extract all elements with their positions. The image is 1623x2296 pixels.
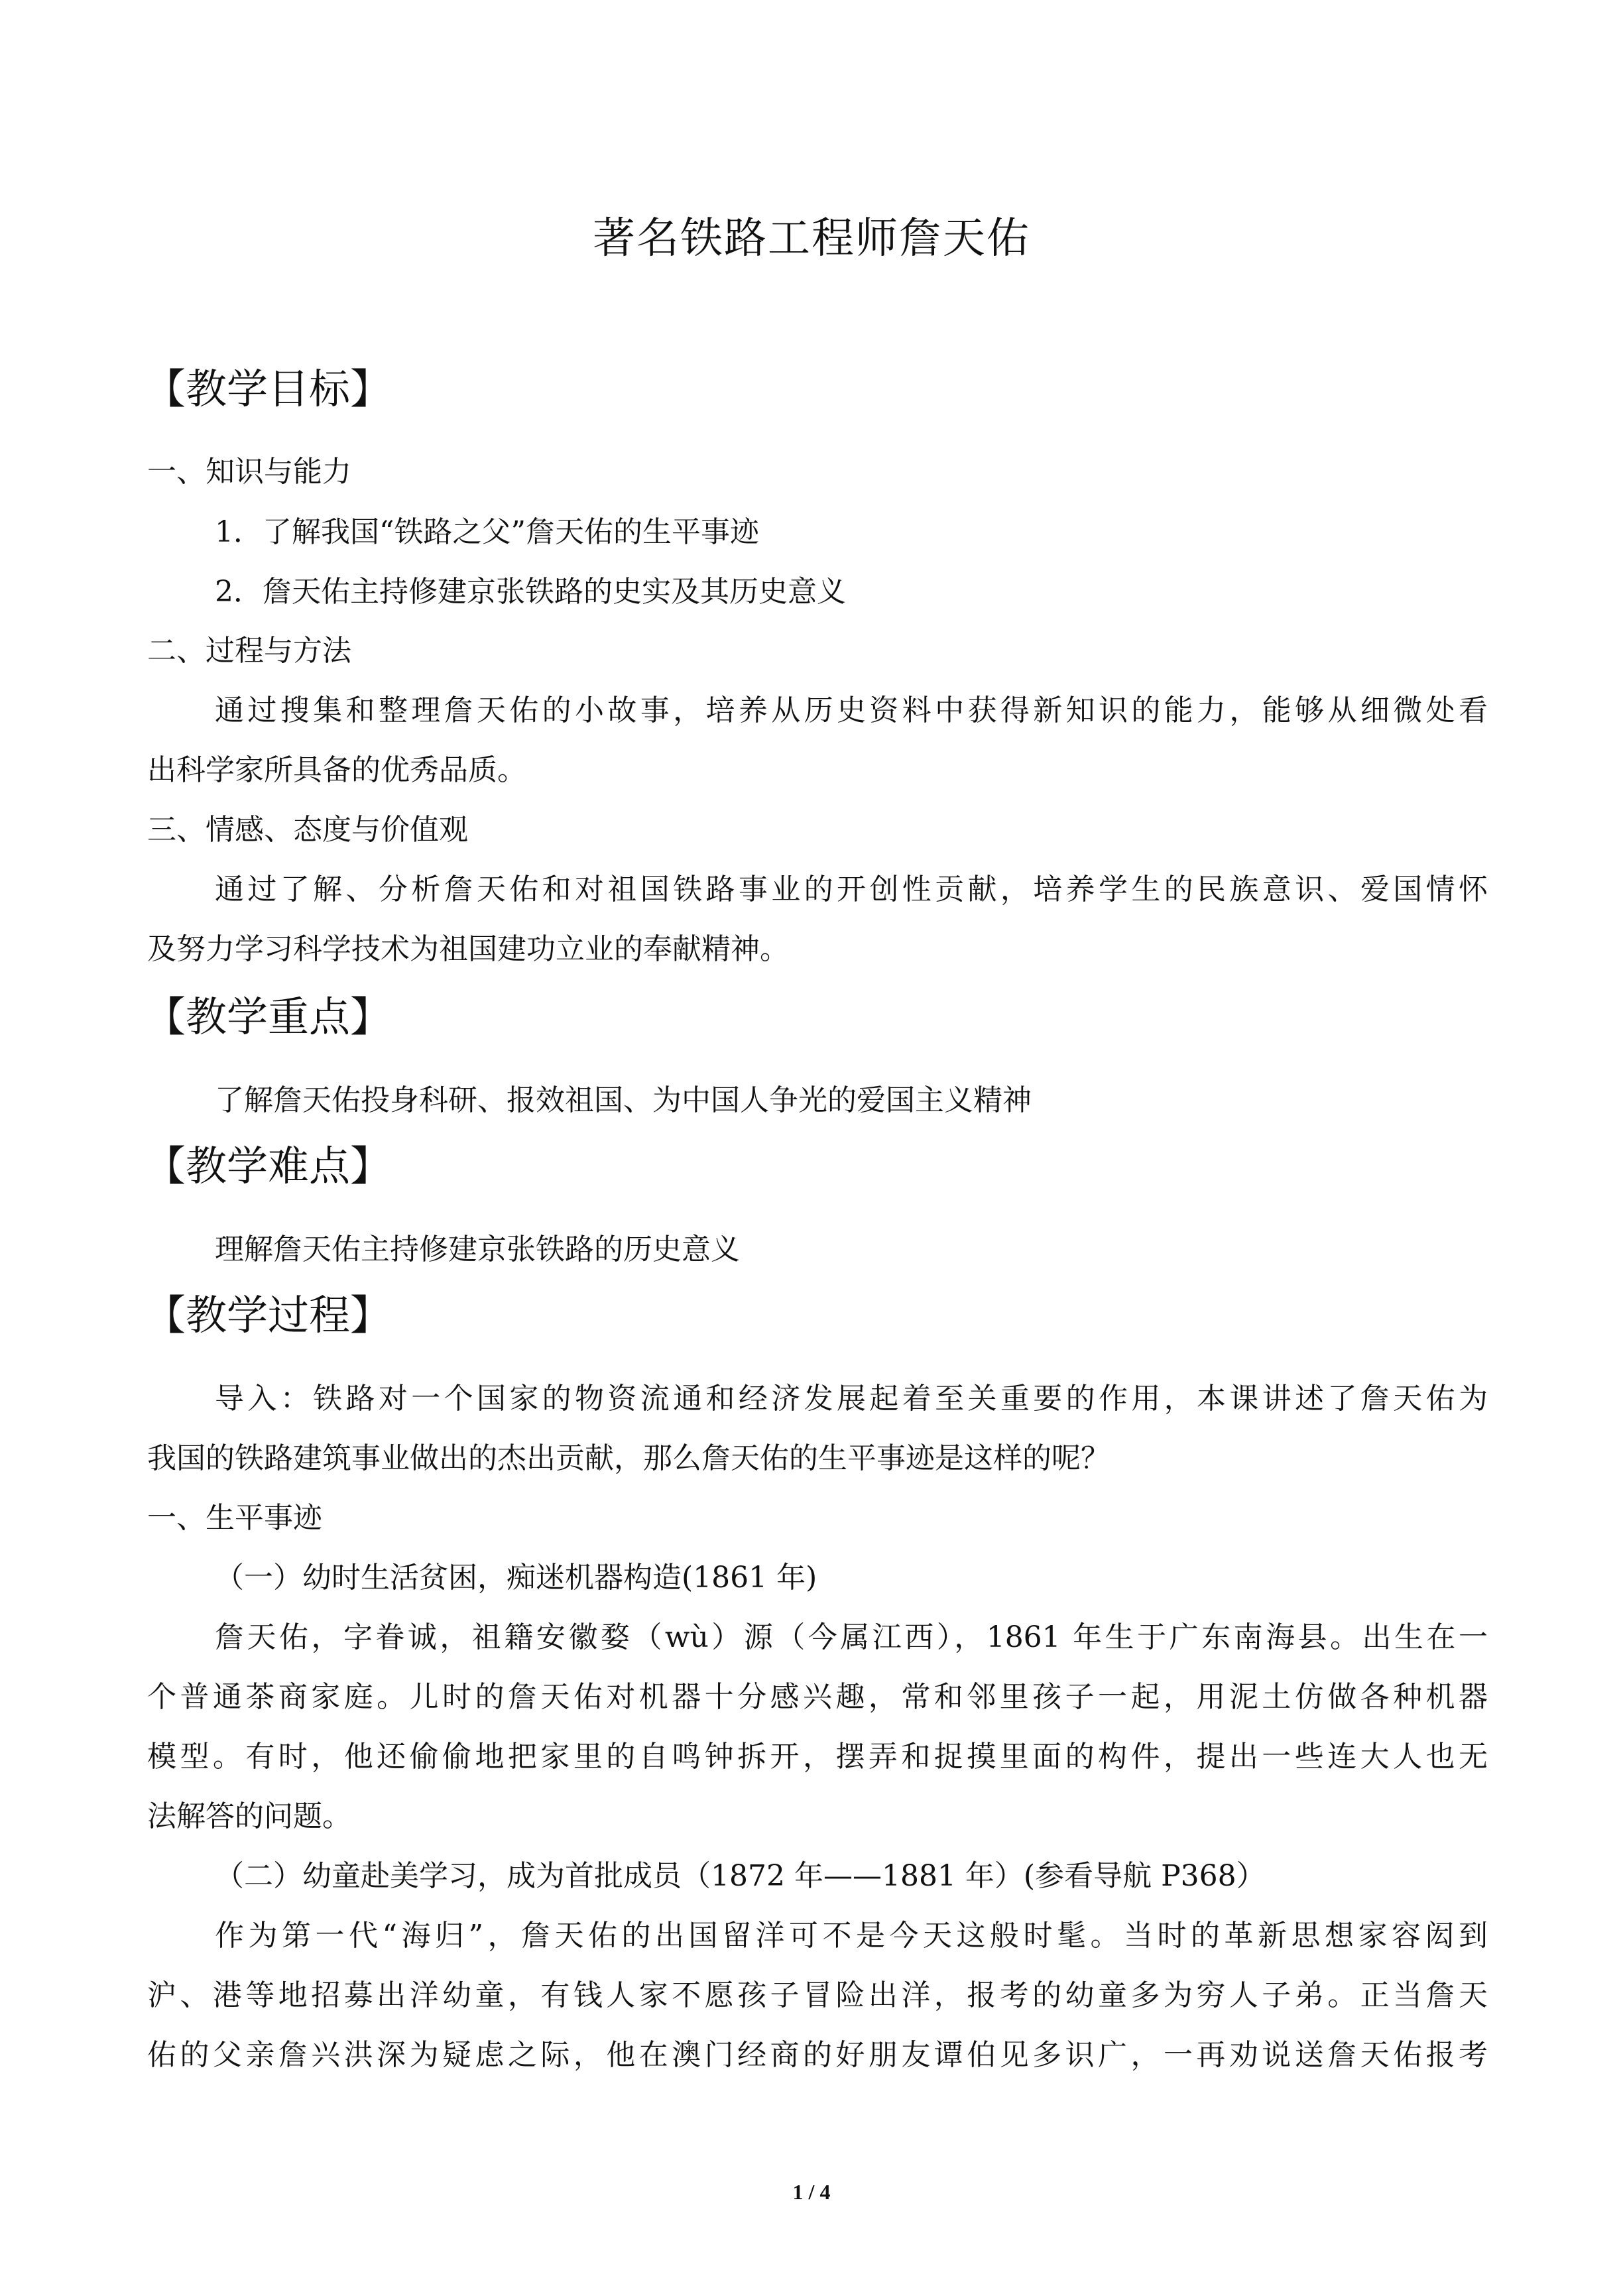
process-method-line-2: 出科学家所具备的优秀品质。 [147, 753, 526, 787]
difficulties-heading: 【教学难点】 [145, 1142, 392, 1190]
part1-heading: （一）幼时生活贫困，痴迷机器构造(1861 年) [215, 1561, 817, 1595]
life-events-heading: 一、生平事迹 [147, 1501, 322, 1535]
part2-line-2: 沪、港等地招募出洋幼童，有钱人家不愿孩子冒险出洋，报考的幼童多为穷人子弟。正当詹天 [147, 1978, 1488, 2012]
part1-line-4: 法解答的问题。 [147, 1799, 351, 1833]
knowledge-item-2: 2．詹天佑主持修建京张铁路的史实及其历史意义 [215, 575, 846, 609]
teaching-process-heading: 【教学过程】 [145, 1291, 392, 1339]
knowledge-ability-heading: 一、知识与能力 [147, 455, 351, 489]
process-method-heading: 二、过程与方法 [147, 634, 351, 668]
document-title: 著名铁路工程师詹天佑 [593, 214, 1030, 263]
key-points-text: 了解詹天佑投身科研、报效祖国、为中国人争光的爱国主义精神 [215, 1083, 1032, 1117]
intro-line-2: 我国的铁路建筑事业做出的杰出贡献，那么詹天佑的生平事迹是这样的呢？ [147, 1441, 1110, 1475]
emotion-values-heading: 三、情感、态度与价值观 [147, 813, 468, 847]
part1-line-3: 模型。有时，他还偷偷地把家里的自鸣钟拆开，摆弄和捉摸里面的构件，提出一些连大人也无 [147, 1740, 1488, 1774]
part2-line-1: 作为第一代“海归”，詹天佑的出国留洋可不是今天这般时髦。当时的革新思想家容闳到 [215, 1919, 1488, 1953]
emotion-values-line-2: 及努力学习科学技术为祖国建功立业的奉献精神。 [147, 932, 789, 966]
key-points-heading: 【教学重点】 [145, 993, 392, 1041]
part1-line-2: 个普通茶商家庭。儿时的詹天佑对机器十分感兴趣，常和邻里孩子一起，用泥土仿做各种机器 [147, 1680, 1488, 1714]
knowledge-item-1: 1．了解我国“铁路之父”詹天佑的生平事迹 [215, 515, 759, 549]
difficulties-text: 理解詹天佑主持修建京张铁路的历史意义 [215, 1233, 740, 1266]
part1-line-1: 詹天佑，字眷诚，祖籍安徽婺（wù）源（今属江西），1861 年生于广东南海县。出生在一 [215, 1620, 1488, 1654]
part2-heading: （二）幼童赴美学习，成为首批成员（1872 年——1881 年）(参看导航 P368） [215, 1859, 1266, 1893]
process-method-line-1: 通过搜集和整理詹天佑的小故事，培养从历史资料中获得新知识的能力，能够从细微处看 [215, 694, 1488, 727]
part2-line-3: 佑的父亲詹兴洪深为疑虑之际，他在澳门经商的好朋友谭伯见多识广，一再劝说送詹天佑报考 [147, 2038, 1488, 2072]
emotion-values-line-1: 通过了解、分析詹天佑和对祖国铁路事业的开创性贡献，培养学生的民族意识、爱国情怀 [215, 873, 1488, 906]
intro-line-1: 导入：铁路对一个国家的物资流通和经济发展起着至关重要的作用，本课讲述了詹天佑为 [215, 1382, 1488, 1416]
teaching-goals-heading: 【教学目标】 [145, 365, 392, 413]
page-number: 1 / 4 [792, 2180, 831, 2204]
